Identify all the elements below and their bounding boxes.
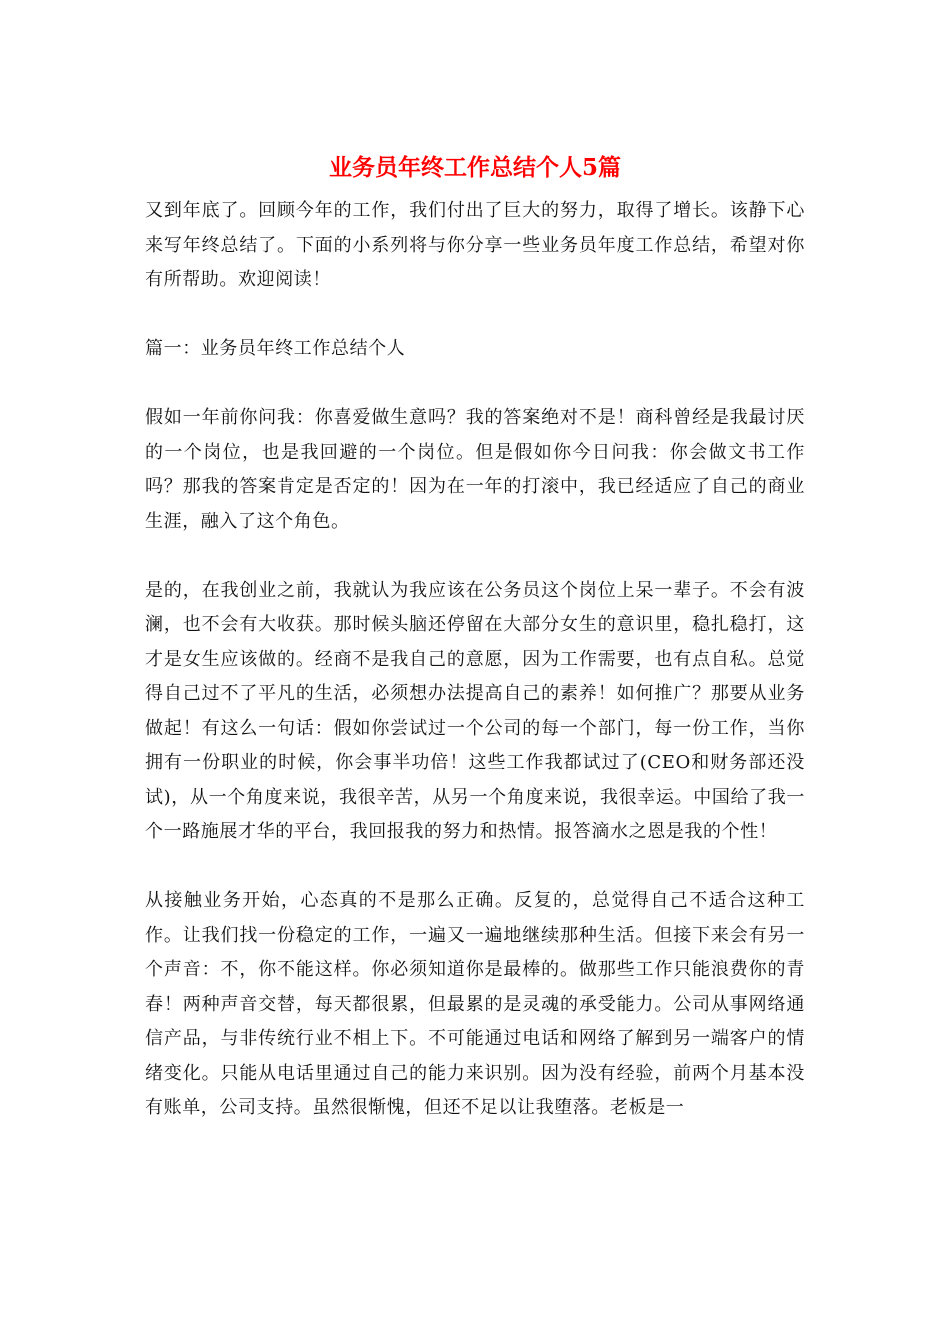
body-paragraph: 是的，在我创业之前，我就认为我应该在公务员这个岗位上呆一辈子。不会有波澜，也不会有大收获。那时候头脑还停留在大部分女生的意识里，稳扎稳打，这才是女生应该做的。经商不是我自己的意愿，因为工作需要，也有点自私。总觉得自己过不了平凡的生活，必须想办法提高自己的素养！如何推广？那要从业务做起！有这么一句话：假如你尝试过一个公司的每一个部门，每一份工作，当你拥有一份职业的时候，你会事半功倍！这些工作我都试过了(CEO和财务部还没试)，从一个角度来说，我很辛苦，从另一个角度来说，我很幸运。中国给了我一个一路施展才华的平台，我回报我的努力和热情。报答滴水之恩是我的个性！	[145, 579, 805, 842]
section-heading: 篇一：业务员年终工作总结个人	[145, 338, 406, 359]
document-body	[145, 194, 805, 1126]
body-paragraph: 假如一年前你问我：你喜爱做生意吗？我的答案绝对不是！商科曾经是我最讨厌的一个岗位，也是我回避的一个岗位。但是假如你今日问我：你会做文书工作吗？那我的答案肯定是否定的！因为在一年的打滚中，我已经适应了自己的商业生涯，融入了这个角色。	[145, 407, 805, 532]
document-title: 业务员年终工作总结个人5篇	[328, 154, 621, 181]
body-paragraph: 从接触业务开始，心态真的不是那么正确。反复的，总觉得自己不适合这种工作。让我们找一份稳定的工作，一遍又一遍地继续那种生活。但接下来会有另一个声音：不，你不能这样。你必须知道你是最棒的。做那些工作只能浪费你的青春！两种声音交替，每天都很累，但最累的是灵魂的承受能力。公司从事网络通信产品，与非传统行业不相上下。不可能通过电话和网络了解到另一端客户的情绪变化。只能从电话里通过自己的能力来识别。因为没有经验，前两个月基本没有账单，公司支持。虽然很惭愧，但还不足以让我堕落。老板是一	[145, 890, 805, 1118]
intro-paragraph: 又到年底了。回顾今年的工作，我们付出了巨大的努力，取得了增长。该静下心来写年终总结了。下面的小系列将与你分享一些业务员年度工作总结，希望对你有所帮助。欢迎阅读！	[145, 200, 805, 290]
